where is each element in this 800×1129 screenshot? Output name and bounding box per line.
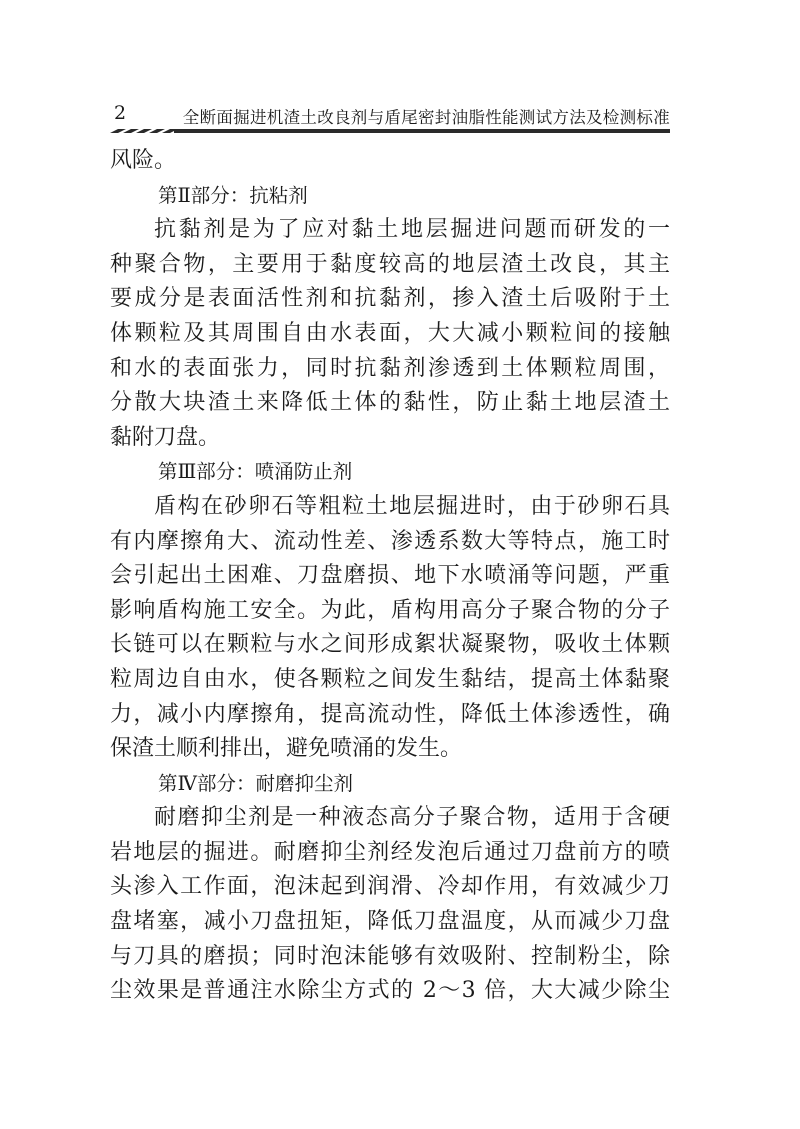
paragraph-line: 影响盾构施工安全。为此，盾构用高分子聚合物的分子 [110, 597, 670, 623]
paragraph-line: 尘效果是普通注水除尘方式的 2～3 倍，大大减少除尘 [110, 978, 670, 1004]
paragraph-last-line: 保渣土顺利排出，避免喷涌的发生。 [110, 736, 463, 762]
page-number: 2 [114, 102, 127, 124]
paragraph-line: 要成分是表面活性剂和抗黏剂，掺入渣土后吸附于土 [110, 286, 670, 312]
paragraph-line: 分散大块渣土来降低土体的黏性，防止黏土地层渣土 [110, 390, 670, 416]
paragraph-first-line: 耐磨抑尘剂是一种液态高分子聚合物，适用于含硬 [154, 805, 670, 831]
paragraph-line: 和水的表面张力，同时抗黏剂渗透到土体颗粒周围， [110, 355, 670, 381]
header-rule [110, 128, 670, 134]
paragraph-line: 岩地层的掘进。耐磨抑尘剂经发泡后通过刀盘前方的喷 [110, 839, 670, 865]
section-heading: 第Ⅱ部分：抗粘剂 [158, 183, 308, 207]
paragraph-last-line: 黏附刀盘。 [110, 424, 221, 450]
paragraph-line: 盘堵塞，减小刀盘扭矩，降低刀盘温度，从而减少刀盘 [110, 909, 670, 935]
paragraph-line: 会引起出土困难、刀盘磨损、地下水喷涌等问题，严重 [110, 563, 670, 589]
paragraph-line: 力，减小内摩擦角，提高流动性，降低土体渗透性，确 [110, 701, 670, 727]
section-heading: 第Ⅳ部分：耐磨抑尘剂 [158, 771, 353, 795]
paragraph-line: 长链可以在颗粒与水之间形成絮状凝聚物，吸收土体颗 [110, 632, 670, 658]
paragraph-first-line: 抗黏剂是为了应对黏土地层掘进问题而研发的一 [154, 217, 670, 243]
paragraph-first-line: 盾构在砂卵石等粗粒土地层掘进时，由于砂卵石具 [154, 493, 670, 519]
header-rule-graphic [110, 128, 670, 134]
section-heading: 第Ⅲ部分：喷涌防止剂 [158, 460, 353, 484]
paragraph-line: 粒周边自由水，使各颗粒之间发生黏结，提高土体黏聚 [110, 666, 670, 692]
paragraph-line: 体颗粒及其周围自由水表面，大大减小颗粒间的接触 [110, 320, 670, 346]
body-text [110, 144, 670, 1009]
paragraph-line: 种聚合物，主要用于黏度较高的地层渣土改良，其主 [110, 251, 670, 277]
paragraph-line: 与刀具的磨损；同时泡沫能够有效吸附、控制粉尘，除 [110, 943, 670, 969]
paragraph-last-line: 风险。 [110, 148, 177, 173]
paragraph-line: 头渗入工作面，泡沫起到润滑、冷却作用，有效减少刀 [110, 874, 670, 900]
running-header [110, 100, 670, 130]
paragraph-line: 有内摩擦角大、流动性差、渗透系数大等特点，施工时 [110, 528, 670, 554]
running-title: 全断面掘进机渣土改良剂与盾尾密封油脂性能测试方法及检测标准 [182, 108, 670, 127]
